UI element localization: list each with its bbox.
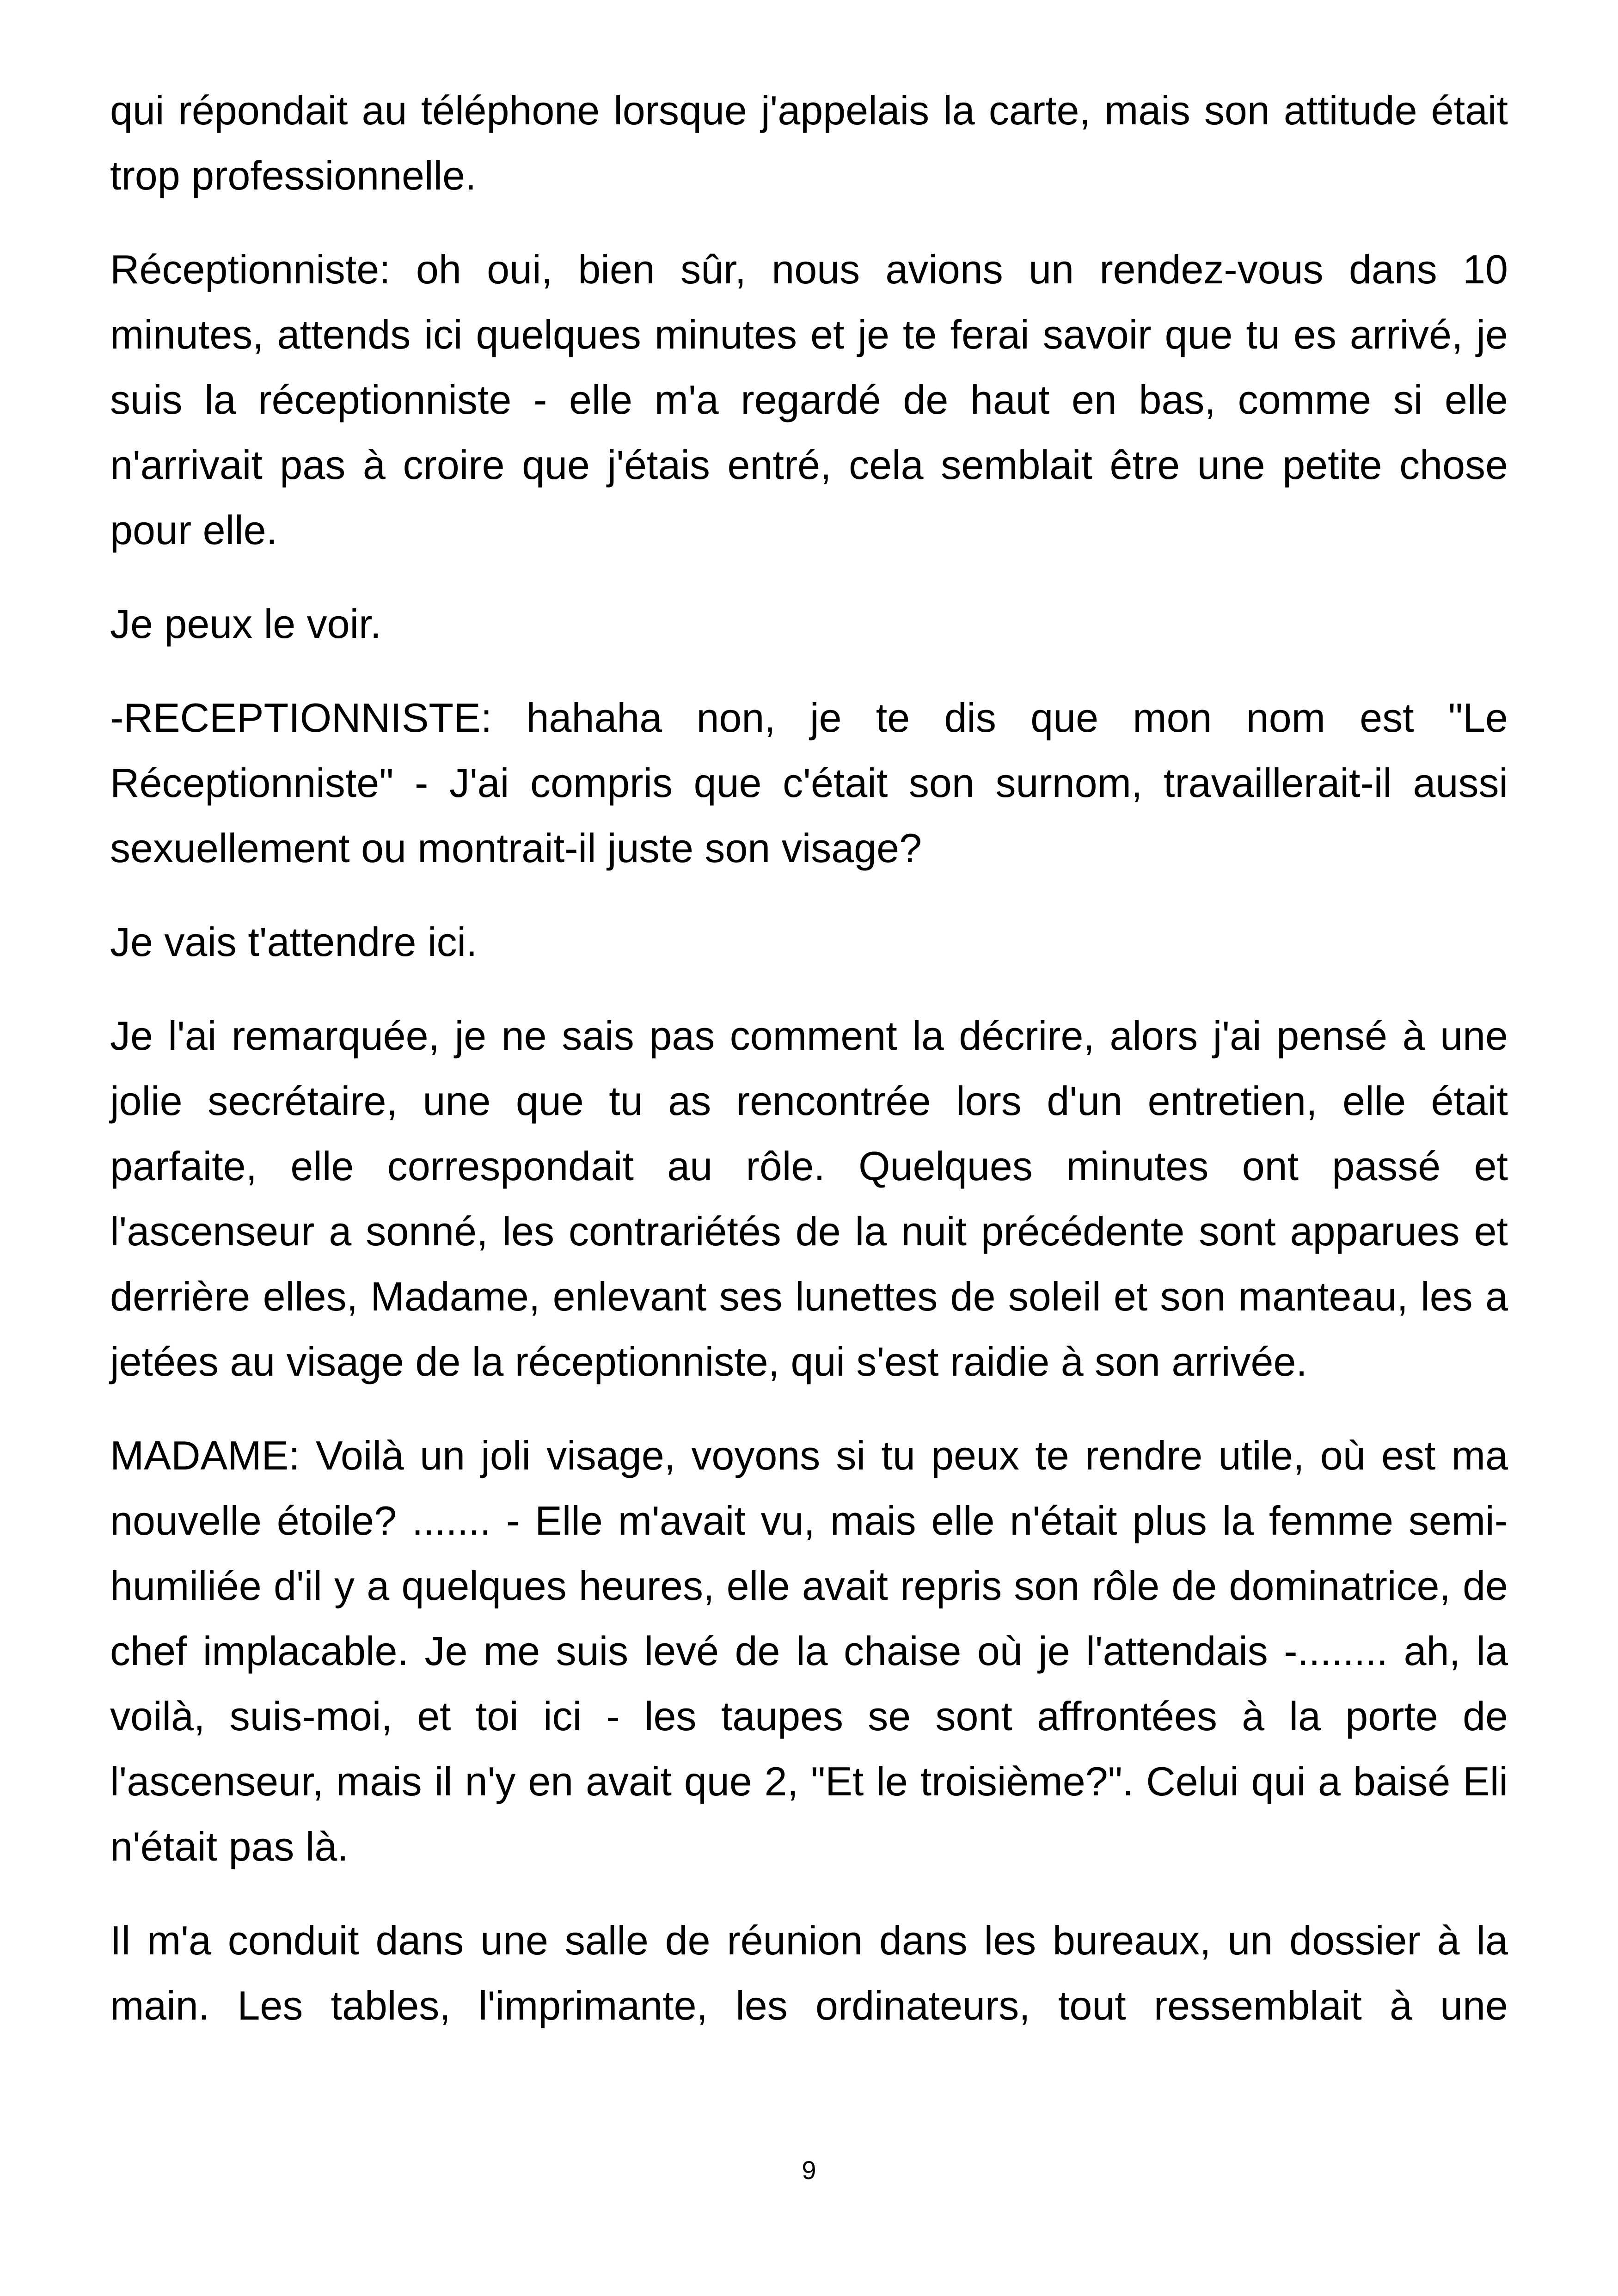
paragraph: Réceptionniste: oh oui, bien sûr, nous avions un rendez-vous dans 10 minutes, attends ici quelques minutes et je te ferai savoir que tu es arrivé, je suis la réceptionniste - elle m'a regardé de haut en bas, comme si elle n'arrivait pas à croire que j'étais entré, cela semblait être une petite chose pour elle. <box>110 246 1508 553</box>
paragraph: qui répondait au téléphone lorsque j'appelais la carte, mais son attitude était trop professionnelle. <box>110 87 1508 198</box>
body-text <box>110 78 1508 2067</box>
paragraph: Je peux le voir. <box>110 601 381 647</box>
paragraph: -RECEPTIONNISTE: hahaha non, je te dis que mon nom est "Le Réceptionniste" - J'ai compris que c'était son surnom, travaillerait-il aussi sexuellement ou montrait-il juste son visage? <box>110 695 1508 871</box>
paragraph: Je l'ai remarquée, je ne sais pas comment la décrire, alors j'ai pensé à une jolie secrétaire, une que tu as rencontrée lors d'un entretien, elle était parfaite, elle correspondait au rôle. Quelques minutes ont passé et l'ascenseur a sonné, les contrariétés de la nuit précédente sont apparues et derrière elles, Madame, enlevant ses lunettes de soleil et son manteau, les a jetées au visage de la réceptionniste, qui s'est raidie à son arrivée. <box>110 1013 1508 1384</box>
paragraph: Je vais t'attendre ici. <box>110 919 478 965</box>
paragraph-continued: Il m'a conduit dans une salle de réunion dans les bureaux, un dossier à la main. Les tables, l'imprimante, les ordinateurs, tout ressemblait à une <box>110 1917 1508 2028</box>
page-number: 9 <box>802 2155 816 2185</box>
paragraph: MADAME: Voilà un joli visage, voyons si tu peux te rendre utile, où est ma nouvelle étoile? ....... - Elle m'avait vu, mais elle n'était plus la femme semi-humiliée d'il y a quelques heures, elle avait repris son rôle de dominatrice, de chef implacable. Je me suis levé de la chaise où je l'attendais -........ ah, la voilà, suis-moi, et toi ici - les taupes se sont affrontées à la porte de l'ascenseur, mais il n'y en avait que 2, "Et le troisième?". Celui qui a baisé Eli n'était pas là. <box>110 1433 1508 1869</box>
